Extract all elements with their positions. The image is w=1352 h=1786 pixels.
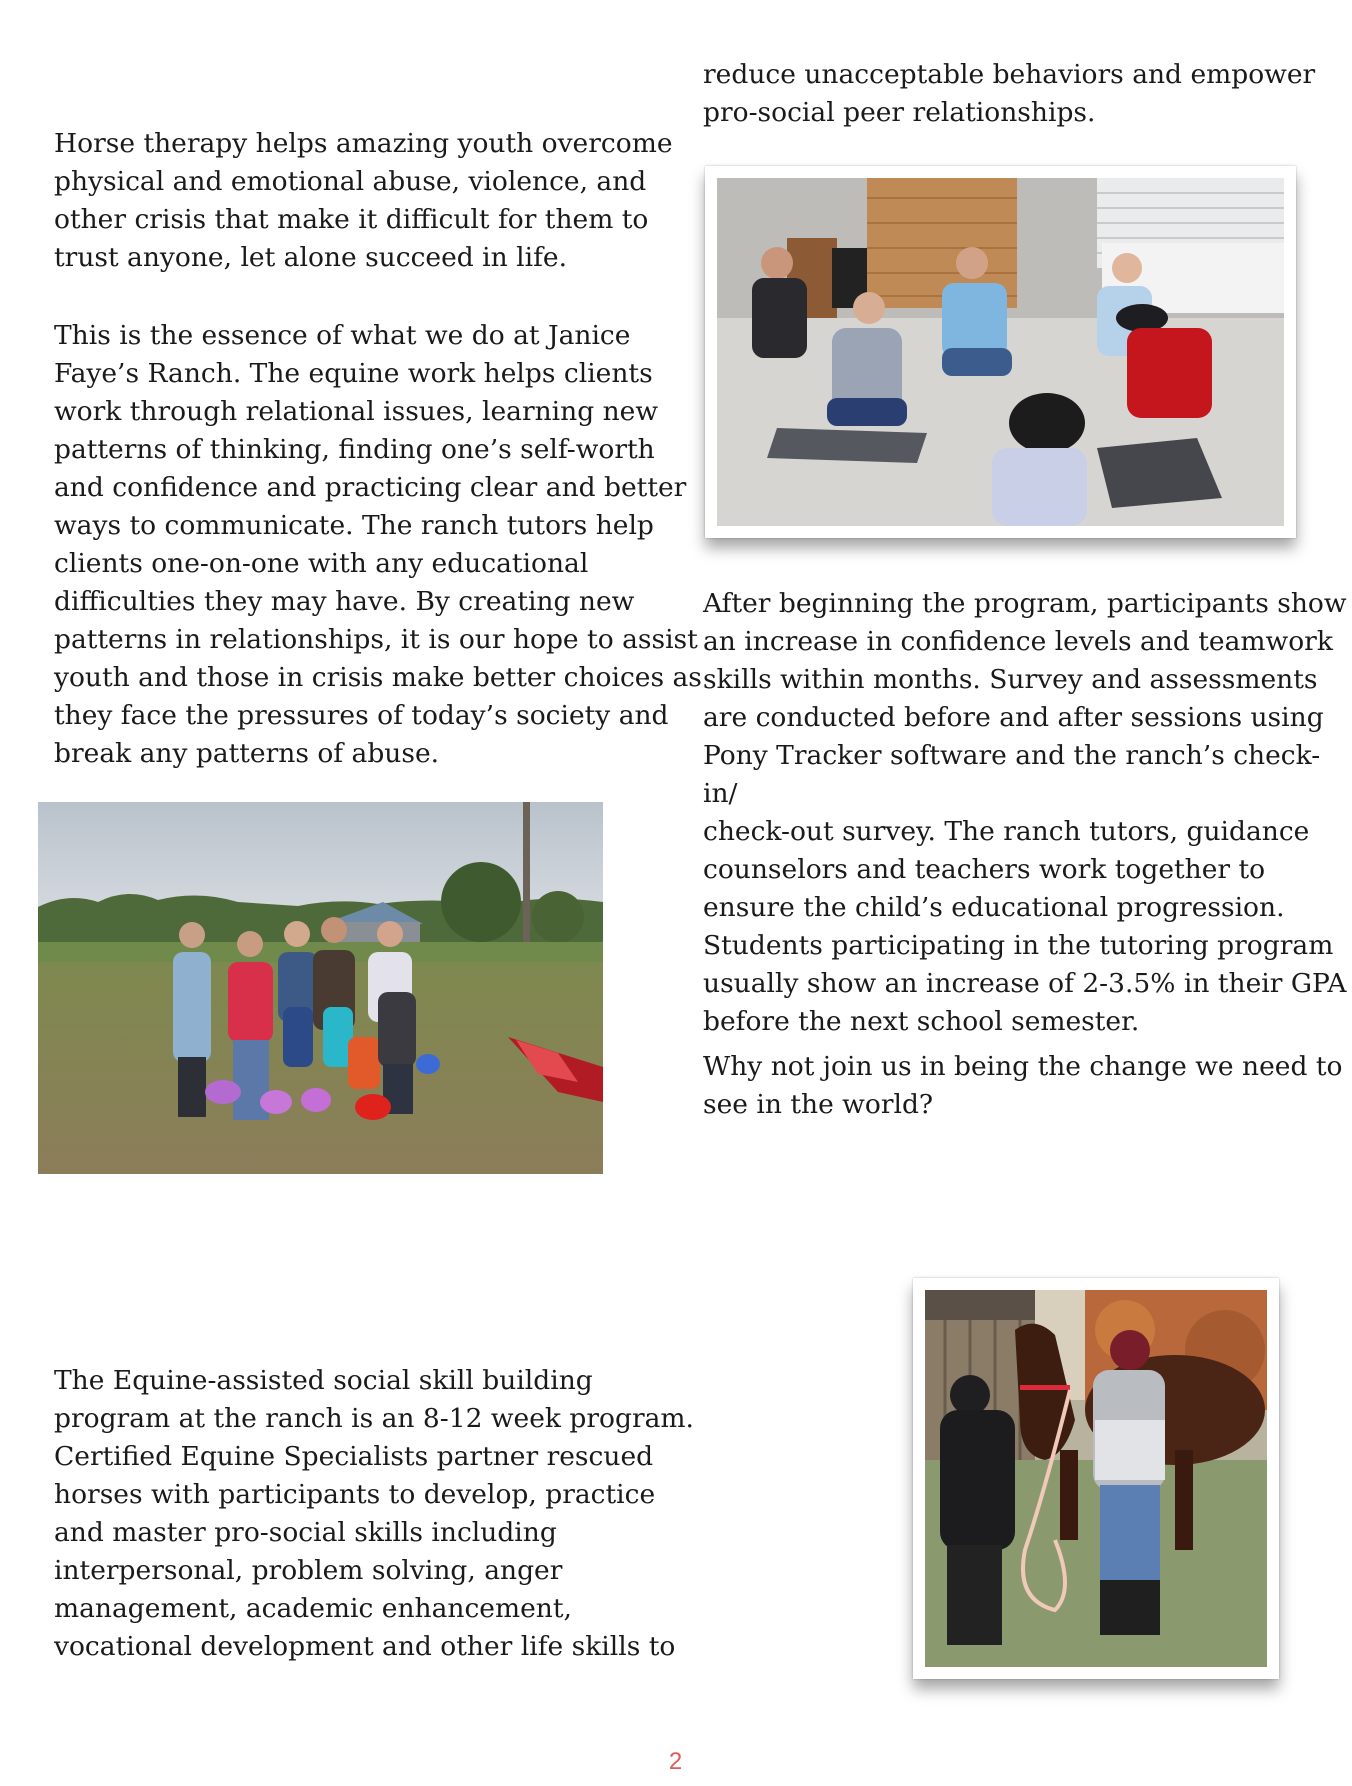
essence-paragraph: This is the essence of what we do at Janice Faye’s Ranch. The equine work helps clients work through relational issues, learning new patterns of thinking, finding one’s self-worth and confidence and practicing clear and better ways to communicate. The ranch tutors help clients one-on-one with any educational difficulties they may have. By creating new patterns in relationships, it is our hope to assist youth and those in crisis make better choices as they face the pressures of today’s society and break any patterns of abuse. — [54, 320, 702, 769]
program-paragraph: The Equine-assisted social skill building program at the ranch is an 8-12 week program. Certified Equine Specialists partner rescued horses with participants to develop, practice and master pro-social skills including interpersonal, problem solving, anger management, academic enhancement, vocational development and other life skills to — [54, 1365, 694, 1662]
call-to-action-paragraph: Why not join us in being the change we need to see in the world? — [703, 1051, 1343, 1120]
group-circle-photo — [705, 166, 1296, 538]
intro-paragraph: Horse therapy helps amazing youth overcome physical and emotional abuse, violence, and other crisis that make it difficult for them to trust anyone, let alone succeed in life. — [54, 128, 673, 273]
horse-handling-photo — [913, 1278, 1279, 1679]
page-number: 2 — [668, 1748, 684, 1775]
continued-paragraph: reduce unacceptable behaviors and empower pro-social peer relationships. — [703, 59, 1316, 128]
kids-field-photo — [38, 802, 603, 1174]
results-paragraph: After beginning the program, participants show an increase in confidence levels and teamwork skills within months. Survey and assessments are conducted before and after sessions using Pony Tracker software and the ranch’s check-in/ check-out survey. The ranch tutors, guidance counselors and teachers work together to ensure the child’s educational progression. Students participating in the tutoring program usually show an increase of 2-3.5% in their GPA before the next school semester. — [703, 588, 1347, 1037]
